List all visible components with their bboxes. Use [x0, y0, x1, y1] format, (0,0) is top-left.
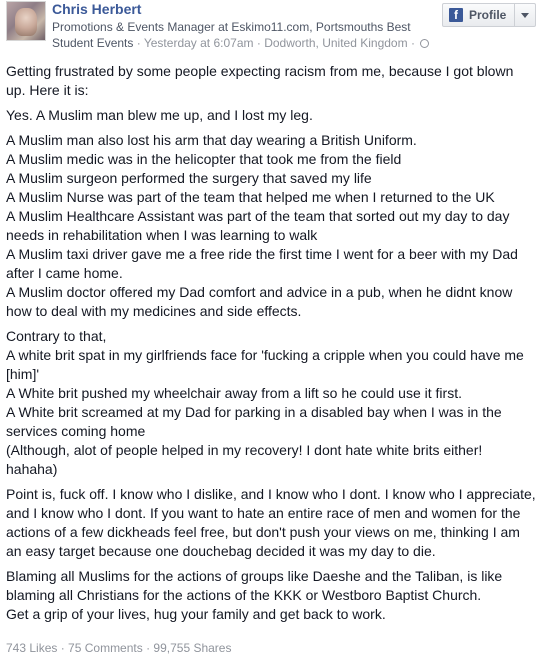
globe-icon	[420, 39, 429, 48]
post-text-line: Get a grip of your lives, hug your family and get back to work.	[6, 606, 386, 622]
chevron-down-icon	[521, 13, 529, 18]
profile-dropdown-toggle[interactable]	[514, 4, 535, 26]
post-text-line: (Although, alot of people helped in my recovery! I dont hate white brits either! hahaha)	[6, 442, 483, 477]
post-text-line: A white brit spat in my girlfriends face for 'fucking a cripple when you could have me [him]'	[6, 347, 524, 382]
author-job-cont: Student Events	[52, 36, 134, 50]
comments-count[interactable]: 75 Comments	[68, 641, 143, 655]
author-name[interactable]: Chris Herbert	[52, 1, 142, 17]
post-text-line: A White brit screamed at my Dad for parking in a disabled bay when I was in the services coming home	[6, 404, 502, 439]
post-paragraph	[6, 485, 536, 561]
post-text-line: A Muslim taxi driver gave me a free ride the first time I went for a beer with my Dad after I came home.	[6, 246, 518, 281]
avatar[interactable]	[6, 1, 46, 41]
post-text-line: A Muslim Healthcare Assistant was part of the team that sorted out my day to day needs in rehabilitation when I was learning to walk	[6, 208, 510, 243]
post-text-line: A Muslim medic was in the helicopter that took me from the field	[6, 151, 402, 167]
post-location[interactable]: Dodworth, United Kingdom	[264, 36, 408, 50]
profile-button-label: Profile	[469, 8, 507, 22]
post-paragraph	[6, 327, 536, 479]
post-text-line: Contrary to that,	[6, 328, 107, 344]
author-job: Promotions & Events Manager at Eskimo11.com, Portsmouths Best	[52, 20, 411, 34]
post-text-line: Getting frustrated by some people expecting racism from me, because I got blown up. Here it is:	[6, 63, 514, 98]
avatar-photo	[15, 8, 37, 36]
post-timestamp[interactable]: Yesterday at 6:07am	[143, 36, 254, 50]
profile-button[interactable]	[442, 3, 536, 27]
post-body	[6, 62, 536, 630]
shares-count[interactable]: 99,755 Shares	[153, 641, 232, 655]
post-text-line: Blaming all Muslims for the actions of groups like Daeshe and the Taliban, is like blaming all Christians for the actions of the KKK or Westboro Baptist Church.	[6, 568, 503, 603]
post-paragraph	[6, 567, 536, 624]
post-text-line: A Muslim surgeon performed the surgery that saved my life	[6, 170, 372, 186]
facebook-logo-icon: f	[449, 8, 463, 22]
post-text-line: Yes. A Muslim man blew me up, and I lost my leg.	[6, 107, 313, 123]
likes-count[interactable]: 743 Likes	[6, 641, 58, 655]
post-text-line: A Muslim doctor offered my Dad comfort and advice in a pub, when he didnt know how to deal with my medicines and side effects.	[6, 284, 513, 319]
author-meta: Promotions & Events Manager at Eskimo11.com, Portsmouths Best Student Events · Yesterday at 6:07am · Dodworth, United Kingdom ·	[52, 19, 432, 51]
post-text-line: A White brit pushed my wheelchair away from a lift so he could use it first.	[6, 385, 462, 401]
post-header	[6, 1, 538, 51]
post-paragraph	[6, 131, 536, 321]
post-text-line: Point is, fuck off. I know who I dislike, and I know who I dont. I know who I appreciate, and I know who I dont. If you want to hate an entire race of men and women for the actions of a few dickheads feel free, but don't push your views on me, thinking I am an easy target because one douchebag decided it was my day to die.	[6, 486, 536, 559]
post-text-line: A Muslim man also lost his arm that day wearing a British Uniform.	[6, 132, 417, 148]
post-stats: 743 Likes · 75 Comments · 99,755 Shares	[6, 641, 232, 655]
post-paragraph	[6, 106, 536, 125]
post-text-line: A Muslim Nurse was part of the team that helped me when I returned to the UK	[6, 189, 495, 205]
post-paragraph	[6, 62, 536, 100]
